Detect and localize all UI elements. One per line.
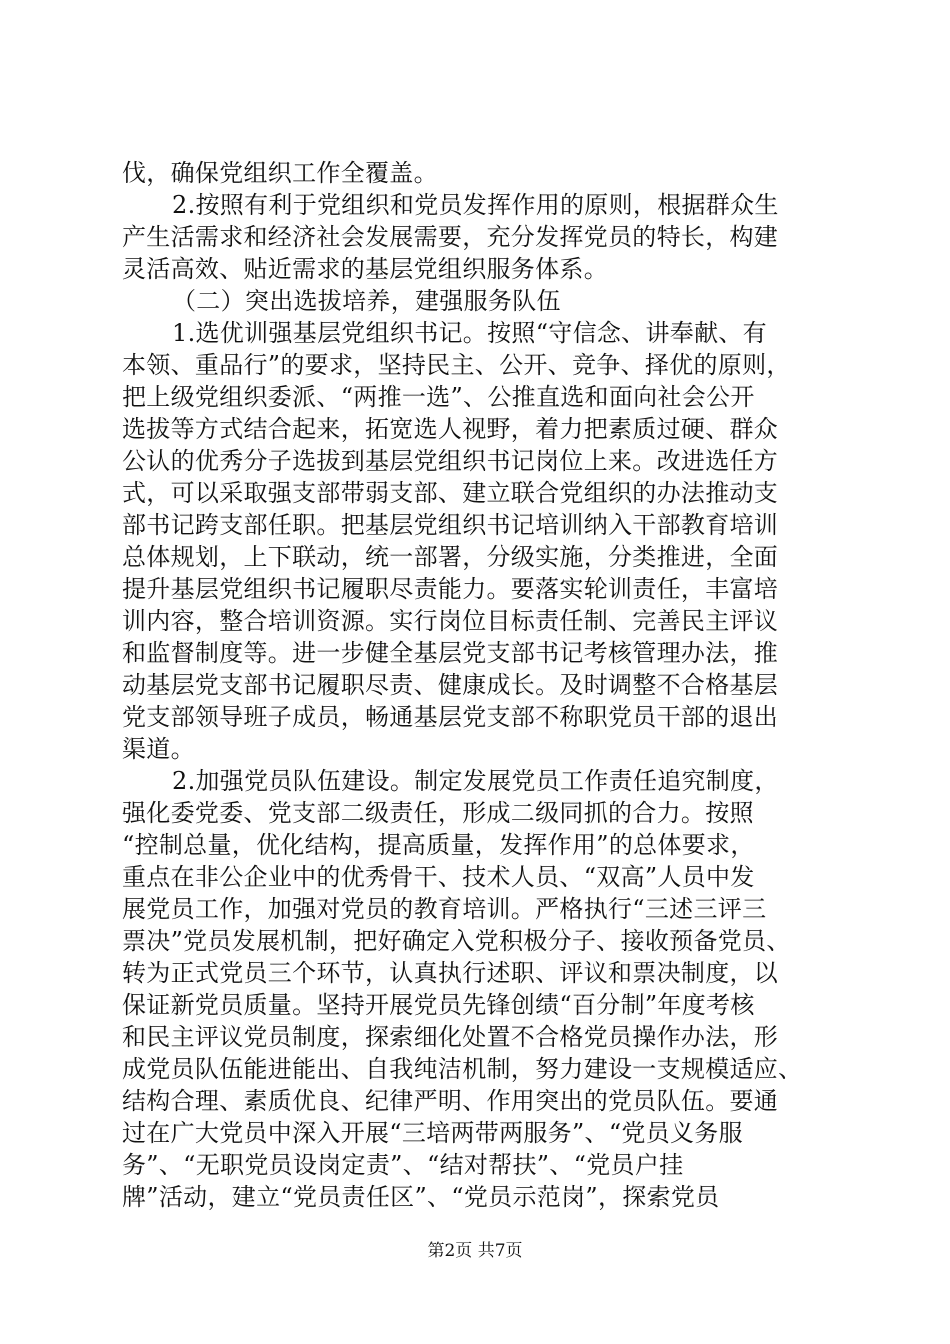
text-line: 训内容，整合培训资源。实行岗位目标责任制、完善民主评议 <box>122 607 779 635</box>
text-line: 成党员队伍能进能出、自我纯洁机制，努力建设一支规模适应、 <box>122 1055 803 1083</box>
section-heading: （二）突出选拔培养，建强服务队伍 <box>172 287 561 315</box>
text-line: 公认的优秀分子选拔到基层党组织书记岗位上来。改进选任方 <box>122 447 779 475</box>
text-line: 展党员工作，加强对党员的教育培训。严格执行“三述三评三 <box>122 895 767 923</box>
text-line: 和监督制度等。进一步健全基层党支部书记考核管理办法，推 <box>122 639 779 667</box>
text-line: 动基层党支部书记履职尽责、健康成长。及时调整不合格基层 <box>122 671 779 699</box>
text-line: 2.加强党员队伍建设。制定发展党员工作责任追究制度， <box>172 767 779 795</box>
text-line: 强化委党委、党支部二级责任，形成二级同抓的合力。按照 <box>122 799 754 827</box>
page-number: 第2页 共7页 <box>427 1241 523 1261</box>
text-line: 转为正式党员三个环节，认真执行述职、评议和票决制度，以 <box>122 959 779 987</box>
text-line: 渠道。 <box>122 735 195 763</box>
text-line: 和民主评议党员制度，探索细化处置不合格党员操作办法，形 <box>122 1023 779 1051</box>
text-line: 票决”党员发展机制，把好确定入党积极分子、接收预备党员、 <box>122 927 791 955</box>
text-line: 2.按照有利于党组织和党员发挥作用的原则，根据群众生 <box>172 191 779 219</box>
text-line: 提升基层党组织书记履职尽责能力。要落实轮训责任，丰富培 <box>122 575 779 603</box>
text-line: 牌”活动，建立“党员责任区”、“党员示范岗”，探索党员 <box>122 1183 720 1211</box>
text-line: 选拔等方式结合起来，拓宽选人视野，着力把素质过硬、群众 <box>122 415 779 443</box>
text-line: 把上级党组织委派、“两推一选”、公推直选和面向社会公开 <box>122 383 755 411</box>
text-line: 灵活高效、贴近需求的基层党组织服务体系。 <box>122 255 608 283</box>
text-line: “控制总量，优化结构，提高质量，发挥作用”的总体要求， <box>122 831 755 859</box>
text-line: 伐，确保党组织工作全覆盖。 <box>122 159 438 187</box>
text-line: 1.选优训强基层党组织书记。按照“守信念、讲奉献、有 <box>172 319 767 347</box>
text-line: 党支部领导班子成员，畅通基层党支部不称职党员干部的退出 <box>122 703 779 731</box>
text-line: 重点在非公企业中的优秀骨干、技术人员、“双高”人员中发 <box>122 863 755 891</box>
text-line: 结构合理、素质优良、纪律严明、作用突出的党员队伍。要通 <box>122 1087 779 1115</box>
text-line: 产生活需求和经济社会发展需要，充分发挥党员的特长，构建 <box>122 223 779 251</box>
text-line: 部书记跨支部任职。把基层党组织书记培训纳入干部教育培训 <box>122 511 779 539</box>
text-line: 总体规划，上下联动，统一部署，分级实施，分类推进，全面 <box>122 543 779 571</box>
text-line: 保证新党员质量。坚持开展党员先锋创绩“百分制”年度考核 <box>122 991 755 1019</box>
document-body <box>122 157 830 1213</box>
text-line: 务”、“无职党员设岗定责”、“结对帮扶”、“党员户挂 <box>122 1151 684 1179</box>
text-line: 式，可以采取强支部带弱支部、建立联合党组织的办法推动支 <box>122 479 779 507</box>
text-line: 过在广大党员中深入开展“三培两带两服务”、“党员义务服 <box>122 1119 743 1147</box>
text-line: 本领、重品行”的要求，坚持民主、公开、竞争、择优的原则， <box>122 351 791 379</box>
